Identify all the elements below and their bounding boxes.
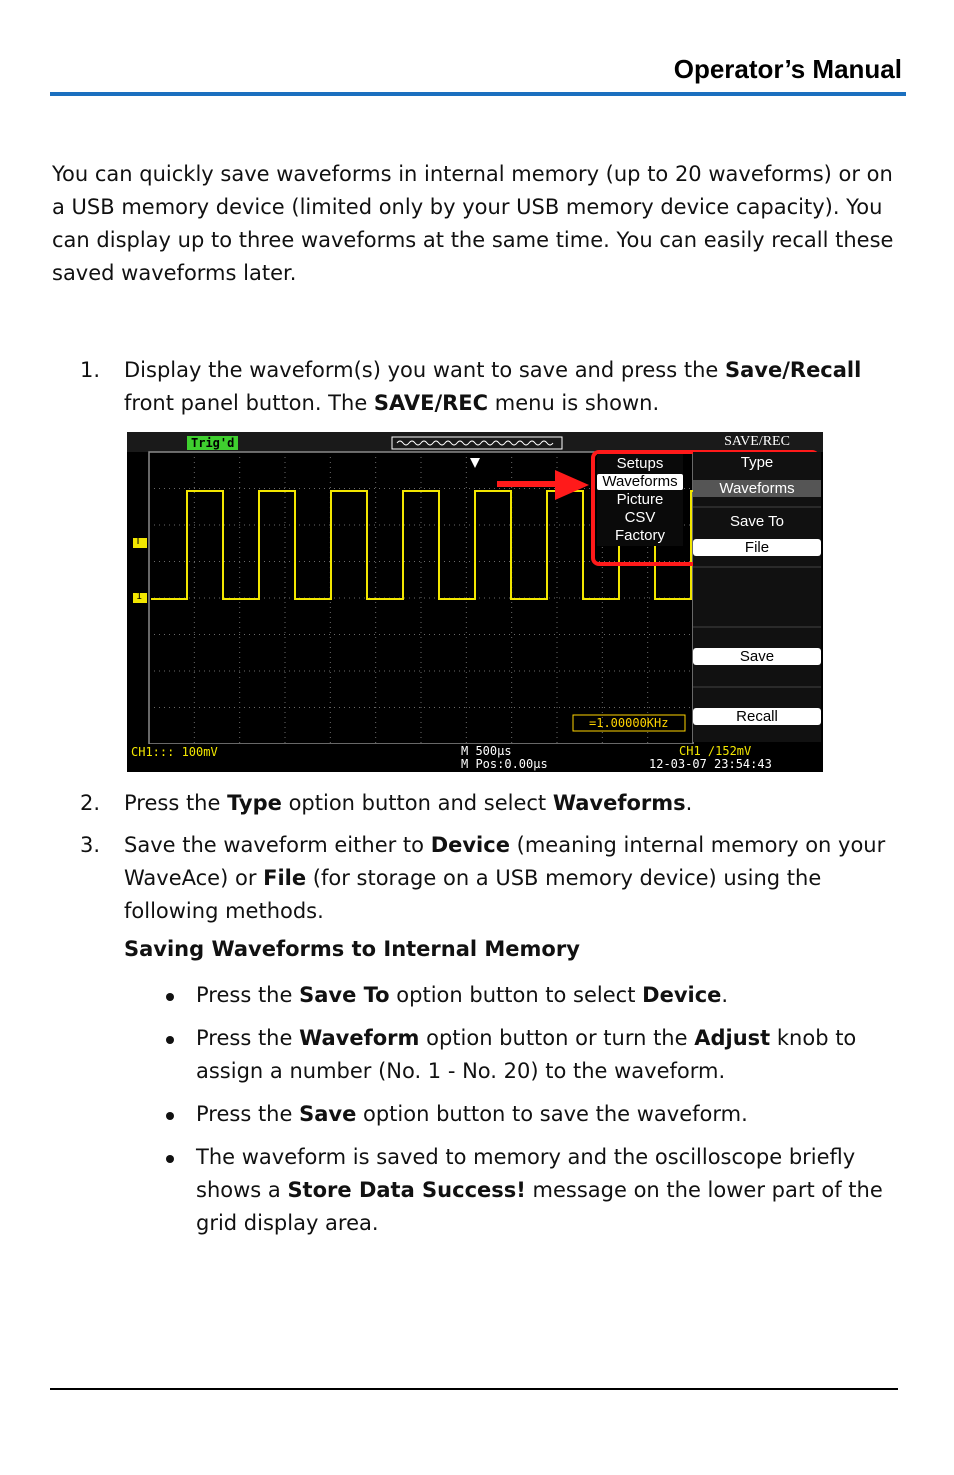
bullet-item — [124, 1141, 884, 1240]
popup-item[interactable]: CSV — [624, 509, 656, 526]
save-to-button-value[interactable]: File — [693, 539, 821, 556]
recall-button[interactable]: Recall — [693, 708, 821, 725]
save-to-button-label[interactable]: Save To — [730, 513, 784, 530]
frequency-readout: =1.00000KHz — [589, 716, 669, 730]
bullet-item — [124, 1098, 884, 1131]
popup-item[interactable]: Picture — [616, 491, 664, 508]
header-rule — [50, 92, 906, 96]
bullet-dot — [166, 1112, 174, 1120]
step-text: Display the waveform(s) you want to save and press the Save/Recall front panel button. The SAVE/REC menu is shown. — [124, 358, 862, 415]
step-2 — [80, 787, 900, 820]
bullet-text: Press the Save To option button to select Device. — [196, 983, 729, 1007]
mpos-readout: M Pos:0.00µs — [461, 757, 548, 771]
step-number: 1. — [80, 358, 101, 382]
subheading: Saving Waveforms to Internal Memory — [124, 937, 580, 961]
step-text: Save the waveform either to Device (meaning internal memory on your WaveAce) or File (for storage on a USB memory device) using the following methods. — [124, 833, 886, 923]
step-1 — [80, 354, 900, 420]
page-header-title: Operator’s Manual — [673, 54, 902, 84]
type-button-value[interactable]: Waveforms — [693, 480, 821, 497]
bullet-dot — [166, 993, 174, 1001]
step-text: Press the Type option button and select Waveforms. — [124, 791, 693, 815]
intro-paragraph: You can quickly save waveforms in internal memory (up to 20 waveforms) or on a USB memory device (limited only by your USB memory device capacity). You can display up to three waveforms at the same time. You can easily recall these saved waveforms later. — [52, 162, 894, 285]
step-number: 3. — [80, 833, 101, 857]
type-popup-menu — [597, 454, 683, 546]
type-button-label[interactable]: Type — [740, 454, 774, 471]
step-3 — [80, 829, 900, 928]
trigger-level-readout: CH1 ∕152mV — [679, 744, 752, 758]
datetime-readout: 12-03-07 23:54:43 — [649, 757, 772, 771]
menu-title: SAVE/REC — [724, 434, 790, 449]
timebase-readout: M 500µs — [461, 744, 512, 758]
footer-rule — [50, 1388, 898, 1390]
marker-1-label: 1 — [136, 591, 143, 602]
popup-item[interactable]: Factory — [614, 527, 665, 544]
ch1-scale-readout: CH1::: 100mV — [131, 745, 218, 759]
oscilloscope-screenshot — [127, 432, 823, 772]
bullet-item — [124, 979, 884, 1012]
popup-item[interactable]: Setups — [616, 455, 664, 472]
trigger-status-badge: Trig'd — [187, 436, 238, 450]
bullet-item — [124, 1022, 884, 1088]
save-button[interactable]: Save — [693, 648, 821, 665]
step-number: 2. — [80, 791, 101, 815]
bullet-text: Press the Waveform option button or turn the Adjust knob to assign a number (No. 1 - No. 20) to the waveform. — [196, 1026, 857, 1083]
bullet-dot — [166, 1155, 174, 1163]
bullet-dot — [166, 1036, 174, 1044]
marker-t-label: T — [135, 536, 142, 547]
bullet-text: The waveform is saved to memory and the oscilloscope briefly shows a Store Data Success! message on the lower part of the grid display area. — [196, 1145, 883, 1235]
bullet-text: Press the Save option button to save the waveform. — [196, 1102, 748, 1126]
popup-item-selected[interactable]: Waveforms — [597, 474, 683, 490]
